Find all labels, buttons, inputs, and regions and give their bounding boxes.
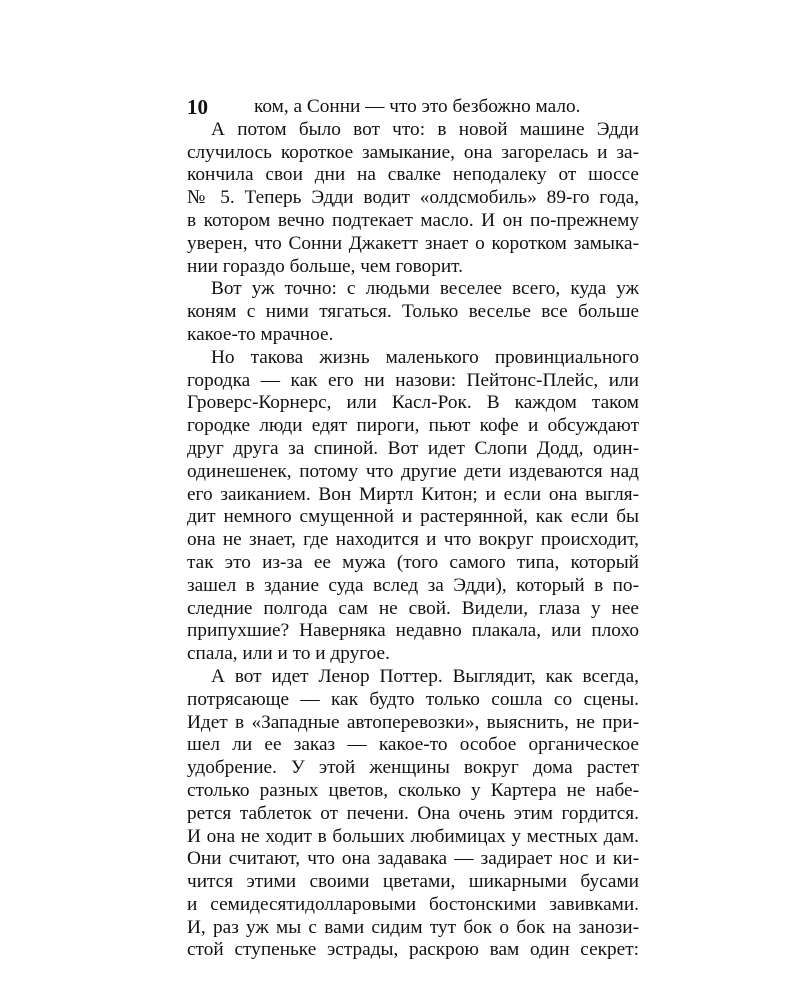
text-line: А потом было вот что: в новой машине Эдди xyxy=(211,118,639,140)
text-line: Они считают, что она задавака — задирает нос и ки- xyxy=(187,848,639,870)
text-line: припухшие? Наверняка недавно плакала, или плохо xyxy=(187,620,639,642)
text-line: так это из-за ее мужа (того самого типа, который xyxy=(187,551,639,573)
text-line: дит немного смущенной и растерянной, как если бы xyxy=(187,506,639,528)
text-line: чится этими своими цветами, шикарными бусами xyxy=(187,871,639,893)
text-line: Но такова жизнь маленького провинциального xyxy=(211,346,639,368)
text-line: Вот уж точно: с людьми веселее всего, куда уж xyxy=(211,278,639,300)
text-line: городке люди едят пироги, пьют кофе и обсуждают xyxy=(187,415,639,437)
text-line: следние полгода сам не свой. Видели, глаза у нее xyxy=(187,597,639,619)
text-line: удобрение. У этой женщины вокруг дома растет xyxy=(187,757,639,779)
text-line: И, раз уж мы с вами сидим тут бок о бок на занози- xyxy=(187,916,639,938)
text-line: спала, или и то и другое. xyxy=(187,643,390,665)
text-line: стой ступеньке эстрады, раскрою вам один секрет: xyxy=(187,939,639,961)
text-line: потрясающе — как будто только сошла со сцены. xyxy=(187,688,639,710)
text-line: столько разных цветов, сколько у Картера не набе- xyxy=(187,779,639,801)
text-line: зашел в здание суда вслед за Эдди), который в по- xyxy=(187,574,639,596)
text-line: в котором вечно подтекает масло. И он по-прежнему xyxy=(187,209,639,231)
text-line: городка — как его ни назови: Пейтонс-Плейс, или xyxy=(187,369,639,391)
text-line: № 5. Теперь Эдди водит «олдсмобиль» 89-го года, xyxy=(187,187,639,209)
text-line: какое-то мрачное. xyxy=(187,323,334,345)
text-line: А вот идет Ленор Поттер. Выглядит, как всегда, xyxy=(211,665,639,687)
body-text xyxy=(187,96,639,962)
text-line: случилось короткое замыкание, она загорелась и за- xyxy=(187,141,639,163)
text-line: его заиканием. Вон Миртл Китон; и если она выгля- xyxy=(187,483,639,505)
text-line: И она не ходит в больших любимицах у местных дам. xyxy=(187,825,639,847)
text-line: ком, а Сонни — что это безбожно мало. xyxy=(254,96,581,117)
text-line: Гроверс-Корнерс, или Касл-Рок. В каждом таком xyxy=(187,392,639,414)
text-line: она не знает, где находится и что вокруг происходит, xyxy=(187,529,639,551)
text-line: шел ли ее заказ — какое-то особое органическое xyxy=(187,734,639,756)
text-line: нии гораздо больше, чем говорит. xyxy=(187,255,463,277)
text-line: и семидесятидолларовыми бостонскими завивками. xyxy=(187,893,639,915)
text-line: одинешенек, потому что другие дети издеваются над xyxy=(187,460,639,482)
text-line: коням с ними тягаться. Только веселье все больше xyxy=(187,301,639,323)
text-line: рется таблеток от печени. Она очень этим гордится. xyxy=(187,802,639,824)
text-line: Идет в «Западные автоперевозки», выяснить, не при- xyxy=(187,711,639,733)
text-line: кончила свои дни на свалке неподалеку от шоссе xyxy=(187,164,639,186)
page-number: 10 xyxy=(187,95,208,119)
text-line: друг друга за спиной. Вот идет Слопи Додд, один- xyxy=(187,437,639,459)
text-line: уверен, что Сонни Джакетт знает о коротком замыка- xyxy=(187,232,639,254)
